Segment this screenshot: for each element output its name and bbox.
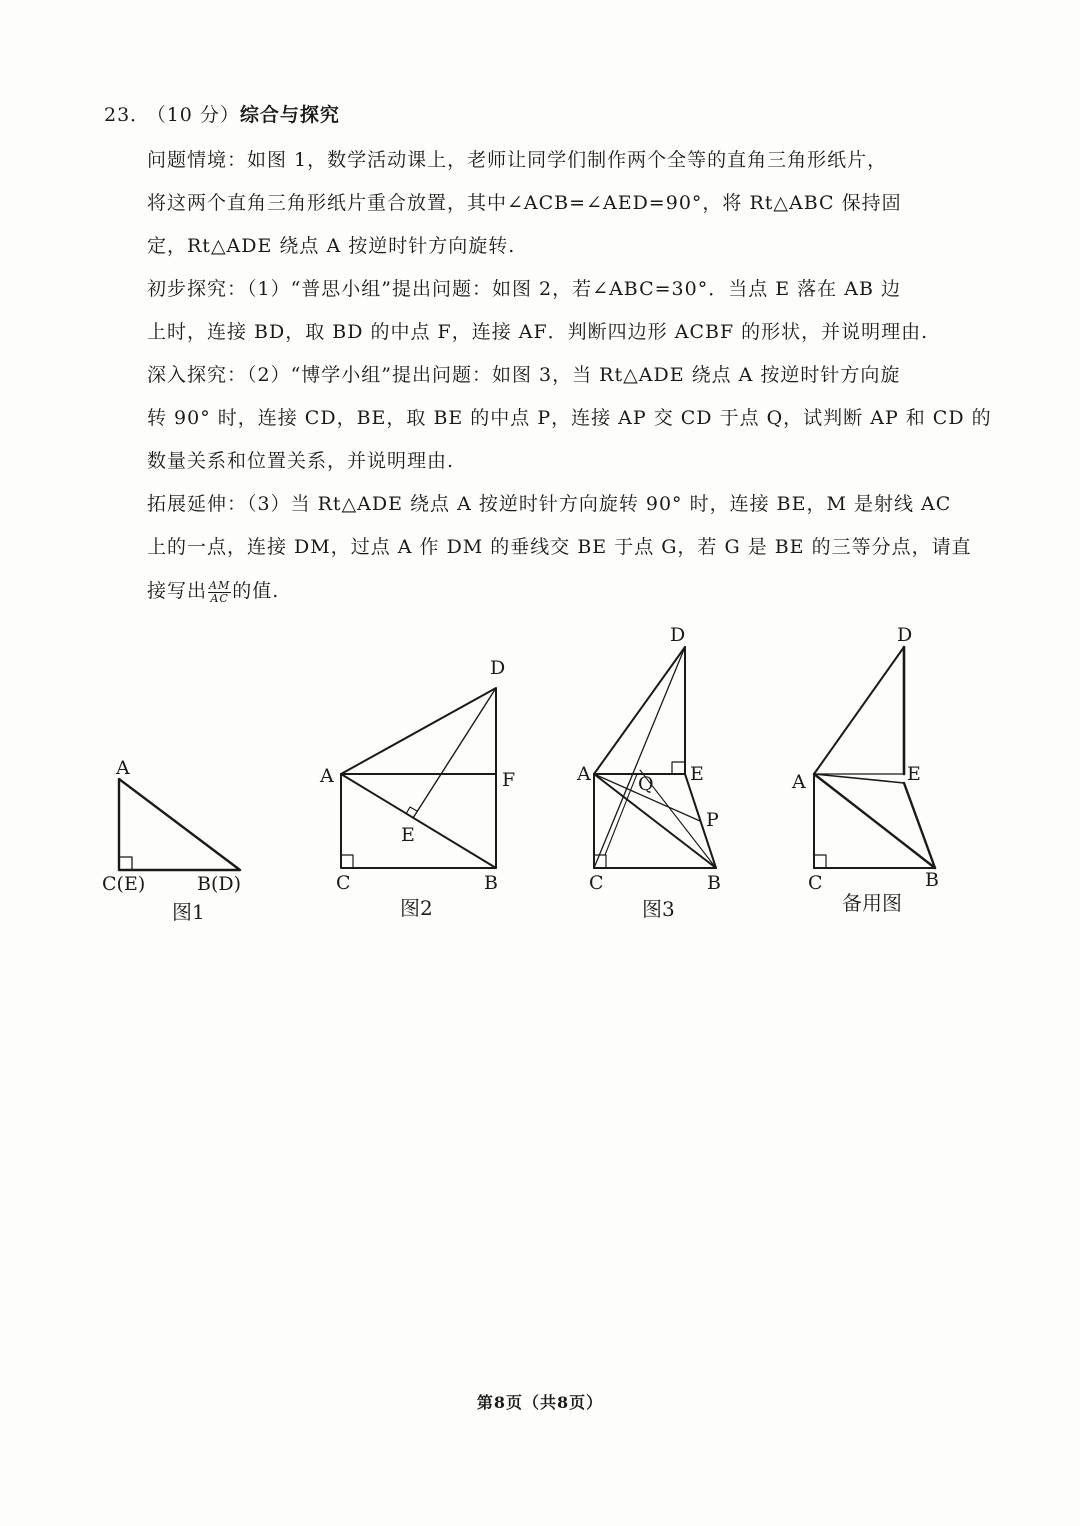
fig4-label-e: E (907, 763, 921, 785)
fig3-label-b: B (707, 872, 721, 894)
problem-line-1: 问题情境：如图 1，数学活动课上，老师让同学们制作两个全等的直角三角形纸片， (147, 149, 888, 171)
fig1-label-c: C(E) (102, 873, 146, 895)
problem-line-7: 转 90° 时，连接 CD，BE，取 BE 的中点 P，连接 AP 交 CD 于点 Q，试判断 AP 和 CD 的 (147, 407, 992, 429)
figure-3 (594, 647, 716, 868)
fig3-label-a: A (577, 763, 591, 785)
fig4-label-b: B (925, 869, 939, 891)
question-number: 23． (104, 104, 151, 126)
figure-1 (119, 779, 240, 870)
fig3-caption: 图3 (642, 897, 675, 921)
fig2-label-e: E (401, 824, 415, 846)
fig2-label-f: F (502, 769, 516, 791)
problem-line-10: 上的一点，连接 DM，过点 A 作 DM 的垂线交 BE 于点 G，若 G 是 BE 的三等分点，请直 (147, 536, 972, 558)
problem-line-5: 上时，连接 BD，取 BD 的中点 F，连接 AF．判断四边形 ACBF 的形状，并说明理由. (147, 321, 929, 343)
fig3-label-q: Q (638, 773, 654, 795)
problem-line-2: 将这两个直角三角形纸片重合放置，其中∠ACB=∠AED=90°，将 Rt△ABC 保持固 (147, 192, 902, 214)
fraction-numerator: AM (209, 578, 231, 592)
fig2-label-c: C (336, 872, 351, 894)
fig3-label-e: E (690, 763, 704, 785)
fig1-caption: 图1 (172, 900, 205, 924)
problem-line-8: 数量关系和位置关系，并说明理由. (147, 450, 455, 472)
figure-2 (341, 688, 496, 868)
question-title: 综合与探究 (239, 104, 340, 126)
fig3-label-c: C (589, 872, 604, 894)
fig4-caption: 备用图 (842, 891, 902, 915)
figure-4 (814, 647, 935, 868)
fig2-label-b: B (484, 872, 498, 894)
fig4-label-d: D (897, 624, 913, 646)
page-footer: 第8页（共8页） (476, 1393, 604, 1412)
fig4-label-a: A (792, 771, 806, 793)
fig2-label-a: A (320, 765, 334, 787)
fraction-denominator: AC (210, 591, 229, 605)
fig4-label-c: C (808, 872, 823, 894)
last-line-prefix: 接写出 (147, 580, 208, 602)
fig1-label-a: A (116, 757, 130, 779)
problem-line-4: 初步探究：（1）“普思小组”提出问题：如图 2，若∠ABC=30°．当点 E 落在 AB 边 (147, 278, 901, 300)
fig3-label-d: D (670, 624, 686, 646)
problem-line-3: 定，Rt△ADE 绕点 A 按逆时针方向旋转. (147, 235, 516, 257)
fig2-caption: 图2 (400, 896, 433, 920)
fig2-label-d: D (490, 657, 506, 679)
fig3-label-p: P (706, 809, 719, 831)
last-line-suffix: 的值. (232, 580, 280, 602)
problem-line-9: 拓展延伸：（3）当 Rt△ADE 绕点 A 按逆时针方向旋转 90° 时，连接 BE，M 是射线 AC (147, 493, 952, 515)
fig1-label-b: B(D) (197, 873, 242, 895)
question-points: （10 分） (156, 104, 240, 126)
problem-line-6: 深入探究：（2）“博学小组”提出问题：如图 3，当 Rt△ADE 绕点 A 按逆时针方向旋 (147, 364, 901, 386)
